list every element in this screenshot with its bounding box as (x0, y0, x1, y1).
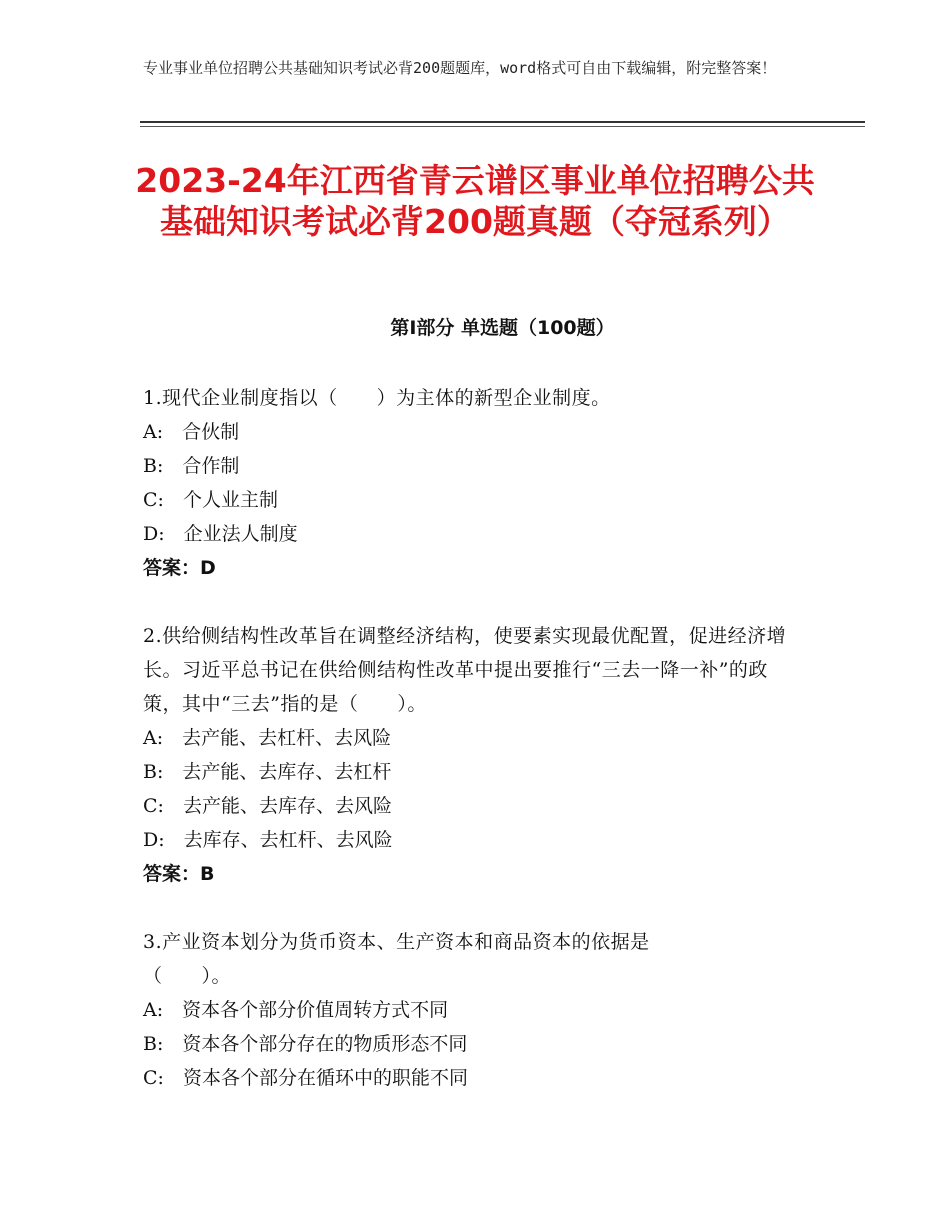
answer: 答案：D (143, 557, 216, 579)
option-b: B: 资本各个部分存在的物质形态不同 (143, 1033, 468, 1055)
question-2 (143, 619, 803, 891)
question-stem: 3.产业资本划分为货币资本、生产资本和商品资本的依据是（ ）。 (143, 931, 650, 987)
question-stem: 2.供给侧结构性改革旨在调整经济结构，使要素实现最优配置，促进经济增长。习近平总书记在供给侧结构性改革中提出要推行“三去一降一补”的政策，其中“三去”指的是（ ）。 (143, 625, 787, 715)
question-list (143, 381, 803, 1129)
option-c: C: 去产能、去库存、去风险 (143, 795, 392, 817)
header-note: 专业事业单位招聘公共基础知识考试必背200题题库，word格式可自由下载编辑，附完整答案！ (143, 59, 777, 77)
option-a: A: 资本各个部分价值周转方式不同 (143, 999, 449, 1021)
answer: 答案：B (143, 863, 215, 885)
option-b: B: 合作制 (143, 455, 240, 477)
option-a: A: 合伙制 (143, 421, 240, 443)
document-title: 2023-24年江西省青云谱区事业单位招聘公共基础知识考试必背200题真题（夺冠系列） (135, 161, 815, 241)
option-b: B: 去产能、去库存、去杠杆 (143, 761, 392, 783)
option-c: C: 个人业主制 (143, 489, 278, 511)
option-d: D: 企业法人制度 (143, 523, 298, 545)
option-d: D: 去库存、去杠杆、去风险 (143, 829, 393, 851)
option-c: C: 资本各个部分在循环中的职能不同 (143, 1067, 468, 1089)
header-divider-thick (140, 121, 865, 123)
option-a: A: 去产能、去杠杆、去风险 (143, 727, 392, 749)
question-stem: 1.现代企业制度指以（ ）为主体的新型企业制度。 (143, 387, 611, 409)
section-title: 第Ⅰ部分 单选题（100题） (390, 317, 615, 339)
header-divider-thin (140, 126, 865, 127)
question-3 (143, 925, 803, 1095)
question-1 (143, 381, 803, 585)
